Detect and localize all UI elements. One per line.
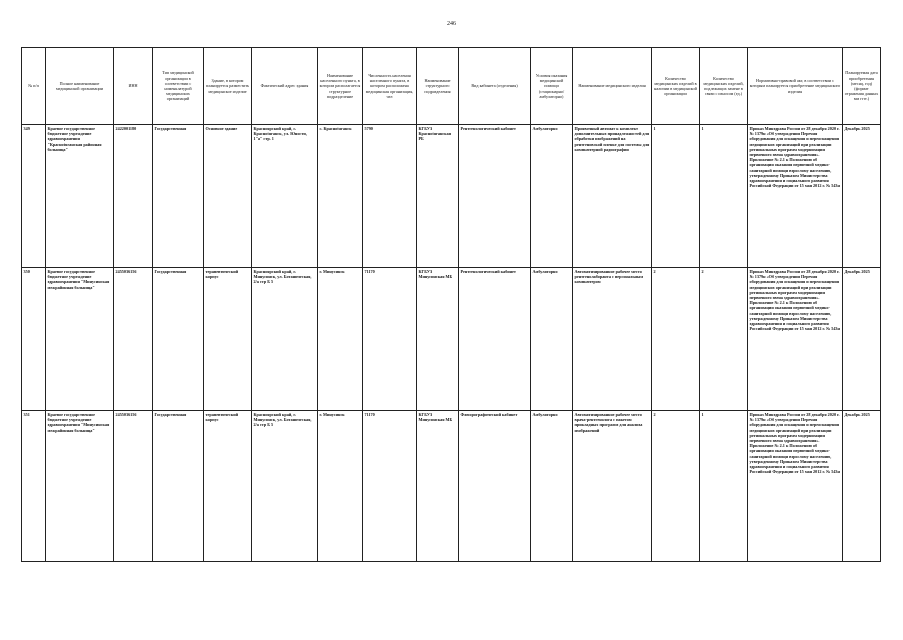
cell-inn: 2422001180 xyxy=(114,125,153,268)
cell-address: Красноярский край, г. Минусинск, ул. Ботаническая, 2/а стр Б 5 xyxy=(252,411,318,562)
col-header-date: Планируемая дата приобретения (месяц, год) (формат отражения данных мм гггг.) xyxy=(843,48,881,125)
cell-inn: 2455036156 xyxy=(114,268,153,411)
cell-to-replace: 1 xyxy=(700,125,748,268)
cell-device: Проявочный автомат к комплект дополнительных принадлежностей для обработки изображений на рентгеновской пленке для системы для компьютерной радиографии xyxy=(573,125,652,268)
cell-cabinet: Рентгенологический кабинет xyxy=(459,125,531,268)
page-number: 246 xyxy=(447,21,456,27)
cell-org: Краевое государственное бюджетное учреждение здравоохранения "Минусинская межрайонная больница" xyxy=(46,268,114,411)
cell-act: Приказ Минздрава России от 28 декабря 2020 г. № 1379н «Об утверждении Перечня оборудования для оснащения и переоснащения медицинских организаций при реализации региональных программ модернизации первичного звена здравоохранения». Приложение № 2.1 к Положению об организации оказания первичной медико-санитарной помощи взрослому населению, утвержденному Приказом Министерства здравоохранения и социального развития Российской Федерации от 15 мая 2012 г. № 543н xyxy=(748,268,843,411)
cell-conditions: Амбулаторно xyxy=(531,411,573,562)
col-header-settlement: Наименование населенного пункта, в котором располагается структурное подразделение xyxy=(318,48,363,125)
cell-building: Основное здание xyxy=(204,125,252,268)
cell-population: 71170 xyxy=(363,411,417,562)
col-header-building: Здание, в котором планируется разместить медицинское изделие xyxy=(204,48,252,125)
table-row xyxy=(22,125,881,268)
col-header-to-replace: Количество медицинских изделий, подлежащих замене в связи с износом (ед.) xyxy=(700,48,748,125)
cell-num: 351 xyxy=(22,411,46,562)
cell-population: 5790 xyxy=(363,125,417,268)
equipment-table xyxy=(21,47,881,562)
cell-org: Краевое государственное бюджетное учреждение здравоохранения "Минусинская межрайонная больница" xyxy=(46,411,114,562)
cell-address: Красноярский край, с. Красноturанск, ул. Юности, 1"а" стр. 1 xyxy=(252,125,318,268)
cell-cabinet: Флюорографический кабинет xyxy=(459,411,531,562)
cell-settlement: г. Минусинск xyxy=(318,411,363,562)
table-row xyxy=(22,411,881,562)
col-header-population: Численность населения населенного пункта, в котором расположена медицинская организация, чел xyxy=(363,48,417,125)
cell-act: Приказ Минздрава России от 28 декабря 2020 г. № 1379н «Об утверждении Перечня оборудования для оснащения и переоснащения медицинских организаций при реализации региональных программ модернизации первичного звена здравоохранения». Приложение № 2.1 к Положению об организации оказания первичной медико-санитарной помощи взрослому населению, утвержденному Приказом Министерства здравоохранения и социального развития Российской Федерации от 15 мая 2012 г. № 543н xyxy=(748,411,843,562)
cell-type: Государственная xyxy=(153,411,204,562)
cell-act: Приказ Минздрава России от 28 декабря 2020 г. № 1379н «Об утверждении Перечня оборудования для оснащения и переоснащения медицинских организаций при реализации региональных программ модернизации первичного звена здравоохранения». Приложение № 2.1 к Положению об организации оказания первичной медико-санитарной помощи взрослому населению, утвержденному Приказом Министерства здравоохранения и социального развития Российской Федерации от 15 мая 2012 г. № 543н xyxy=(748,125,843,268)
col-header-num: № п/п xyxy=(22,48,46,125)
col-header-unit: Наименование структурного подразделения xyxy=(417,48,459,125)
cell-num: 350 xyxy=(22,268,46,411)
cell-unit: КГБУЗ Минусинская МБ xyxy=(417,411,459,562)
col-header-device: Наименование медицинского изделия xyxy=(573,48,652,125)
cell-type: Государственная xyxy=(153,125,204,268)
cell-unit: КГБУЗ Красноturанская РБ xyxy=(417,125,459,268)
cell-num: 349 xyxy=(22,125,46,268)
col-header-conditions: Условия оказания медицинской помощи (стационарно/ амбулаторно) xyxy=(531,48,573,125)
cell-cabinet: Рентгенологический кабинет xyxy=(459,268,531,411)
cell-device: Автоматизированное рабочее место рентгенолаборанта с персональным компьютером xyxy=(573,268,652,411)
cell-to-replace: 1 xyxy=(700,411,748,562)
cell-to-replace: 2 xyxy=(700,268,748,411)
cell-conditions: Амбулаторно xyxy=(531,268,573,411)
col-header-org: Полное наименование медицинской организации xyxy=(46,48,114,125)
cell-inn: 2455036156 xyxy=(114,411,153,562)
col-header-inn: ИНН xyxy=(114,48,153,125)
table-row xyxy=(22,268,881,411)
col-header-cabinet: Вид кабинета (отделения) xyxy=(459,48,531,125)
cell-date: Декабрь 2025 xyxy=(843,125,881,268)
col-header-address: Фактический адрес здания xyxy=(252,48,318,125)
cell-address: Красноярский край, г. Минусинск, ул. Ботаническая, 2/а стр Б 5 xyxy=(252,268,318,411)
col-header-act: Нормативно-правовой акт, в соответствии с которым планируется приобретение медицинского изделия xyxy=(748,48,843,125)
cell-type: Государственная xyxy=(153,268,204,411)
cell-settlement: с. Красноturанск xyxy=(318,125,363,268)
cell-device: Автоматизированное рабочее место врача-рентгенолога с пакетом прикладных программ для анализа изображений xyxy=(573,411,652,562)
cell-in-stock: 1 xyxy=(652,125,700,268)
col-header-in-stock: Количество медицинских изделий в наличии в медицинской организации xyxy=(652,48,700,125)
cell-date: Декабрь 2025 xyxy=(843,411,881,562)
cell-building: терапевтический корпус xyxy=(204,268,252,411)
cell-building: терапевтический корпус xyxy=(204,411,252,562)
cell-settlement: г. Минусинск xyxy=(318,268,363,411)
cell-conditions: Амбулаторно xyxy=(531,125,573,268)
cell-date: Декабрь 2025 xyxy=(843,268,881,411)
cell-in-stock: 2 xyxy=(652,268,700,411)
cell-in-stock: 2 xyxy=(652,411,700,562)
cell-population: 71170 xyxy=(363,268,417,411)
table-header-row xyxy=(22,48,881,125)
cell-unit: КГБУЗ Минусинская МБ xyxy=(417,268,459,411)
col-header-type: Тип медицинской организации в соответствии с номенклатурой медицинских организаций xyxy=(153,48,204,125)
cell-org: Краевое государственное бюджетное учреждение здравоохранения "Красноturанская районная больница" xyxy=(46,125,114,268)
